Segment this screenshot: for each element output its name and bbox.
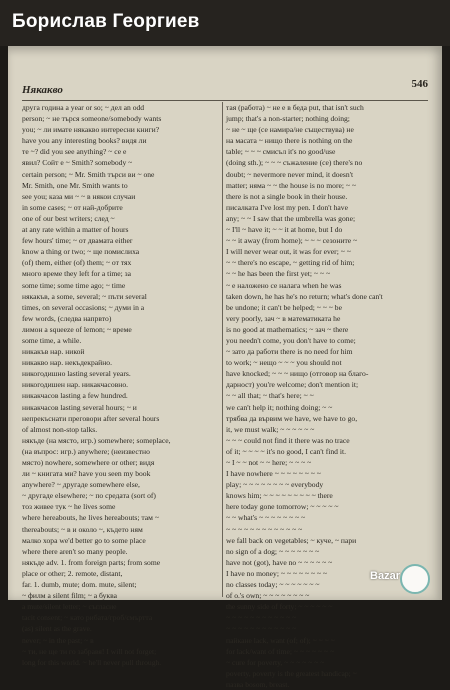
dictionary-text-line: few hours' time; ~ от двамата either [22,236,133,246]
dictionary-text-line: друга година a year or so; ~ дел an odd [22,103,145,112]
dictionary-text-line: ~ ~ he has been the first yet; ~ ~ ~ [226,269,331,279]
dictionary-text-line: see you; каза ми ~ ~ в някои случаи [22,191,136,201]
dictionary-text-line: (doing sth.); ~ ~ ~ съжаление (ce) there's no [226,158,363,168]
dictionary-text-line: the sunny side of forty; ~ ~ ~ ~ ~ ~ [226,602,333,612]
dictionary-text-line: we fall back on vegetables; ~ кучe, ~ пари [226,535,357,545]
dictionary-text-line: никогодишно lasting several years. [22,369,131,379]
dictionary-text-line: place or other; 2. remote, distant, [22,568,123,578]
dictionary-text-line: ~ ~ it away (from home); ~ ~ ~ сезоните ~ [226,236,358,246]
dictionary-text-line: ~ ~ ~ ~ ~ ~ ~ ~ ~ ~ ~ ~ [226,613,297,623]
dictionary-text-line: ~ I'll ~ have it; ~ ~ it at home, but I do [226,225,343,235]
dictionary-text-line: some time; some time ago; ~ time [22,280,126,290]
dictionary-text-line: никакчасов lasting several hours; ~ и [22,402,137,412]
dictionary-text-line: ~ не ~ ще (се намира/не съществува) не [226,125,354,135]
dictionary-text-line: poverty, poverty is the greatest handicap; ~ [226,668,357,678]
column-divider [222,102,223,597]
listing-title: Борислав Георгиев [12,11,200,32]
dictionary-text-line: of almost non-stop talks. [22,424,98,434]
dictionary-text-line: пазва bosom, breast. [226,679,290,689]
dictionary-text-line: there is not a single book in their house. [226,191,348,201]
dictionary-text-line: (of) them, either (of) them; ~ от тях [22,258,132,268]
right-column [226,102,422,689]
dictionary-text-line: ~ ~ there's no escape, ~ getting rid of him; [226,258,355,268]
dictionary-text-line: дарност) you're welcome; don't mention it; [226,380,359,390]
dictionary-text-line: never; ~ in the past; ~ в [22,635,94,645]
dictionary-text-line: very poorly, зач ~ в математиката he [226,313,341,323]
dictionary-text-line: at any rate within a matter of hours [22,225,129,235]
dictionary-text-line: some time, a while. [22,335,82,345]
listing-title-bar [0,0,450,46]
dictionary-text-line: have you any interesting books? видя ли [22,136,147,146]
dictionary-text-line: ~ cure for poverty, ~ ~ ~ ~ ~ ~ ~ [226,657,325,667]
dictionary-text-line: thereabouts; ~ в и около ~, където ням [22,524,143,534]
dictionary-text-line: we can't help it; nothing doing; ~ ~ [226,402,333,412]
dictionary-text-line: certain person; ~ Mr. Smith търси ви ~ one [22,169,155,179]
dictionary-text-line: matter; няма ~ ~ the house is no more; ~ ~ [226,180,356,190]
dictionary-text-line: is no good at mathematics; ~ зач ~ there [226,324,349,334]
dictionary-text-line: ~ другаде elsewhere; ~ по средата (sort of) [22,491,156,501]
dictionary-text-line: те ~? did you see anything? ~ се е [22,147,127,157]
dictionary-text-line: anywhere? ~ другаде somewhere else, [22,480,140,490]
dictionary-text-line: person; ~ не търся someone/somebody wants [22,114,162,124]
dictionary-text-line: място) nowhere, somewhere or other; видя [22,458,155,467]
dictionary-text-line: times, on several occasions; ~ думи in a [22,302,145,312]
dictionary-text-line: писалката I've lost my pen. I don't have [226,202,348,212]
dictionary-text-line: where there aren't so many people. [22,546,128,556]
dictionary-text-line: of it; ~ ~ ~ ~ it's no good, I can't find it. [226,446,346,456]
dictionary-text-line: jump; that's a non-starter; nothing doing; [226,114,350,124]
dictionary-text-line: I have no money; ~ ~ ~ ~ ~ ~ ~ ~ [226,568,327,578]
dictionary-text-line: no sign of a dog; ~ ~ ~ ~ ~ ~ ~ [226,546,320,556]
dictionary-text-line: doubt; ~ nevermore never mind, it doesn't [226,169,354,179]
dictionary-text-line: ~ ~ what's ~ ~ ~ ~ ~ ~ ~ ~ [226,513,306,523]
dictionary-page [8,46,442,689]
dictionary-text-line: (as) silent as the grave. [22,624,92,634]
dictionary-text-line: have not (got), have no ~ ~ ~ ~ ~ ~ [226,557,333,567]
dictionary-text-line: лимон a squeeze of lemon; ~ време [22,324,132,334]
dictionary-text-line: трябва да вървим we have, we have to go, [226,413,358,423]
dictionary-text-line: ~ ~ all that; ~ that's here; ~ ~ [226,391,314,401]
left-column [22,102,218,667]
dictionary-text-line: ~ I ~ ~ not ~ ~ here; ~ ~ ~ ~ [226,458,312,467]
watermark [370,564,430,592]
dictionary-text-line: you needn't come, you don't have to come; [226,335,356,345]
dictionary-text-line: be undone; it can't be helped; ~ ~ ~ be [226,302,342,312]
dictionary-text-line: пайкане lack, want (of; of); ~ ~ ~ ~ [226,635,335,645]
dictionary-text-line: any; ~ ~ I saw that the umbrella was gone; [226,213,356,223]
dictionary-text-line: ~ ~ ~ could not find it there was no trace [226,435,350,445]
dictionary-text-line: малко хора we'd better go to some place [22,535,146,545]
dictionary-text-line: taken down, he has he's no return; what's done can't [226,291,383,301]
dictionary-text-line: никакъв нар. никой [22,347,85,357]
dictionary-text-line: ~ ти, не ще ти го забравя! I will not forget; [22,646,157,656]
page-number: 546 [411,78,428,90]
dictionary-text-line: тоз живее тук ~ he lives some [22,502,116,512]
dictionary-text-line: ~ ~ ~ ~ ~ ~ ~ ~ ~ ~ ~ ~ [226,624,297,634]
dictionary-text-line: of o.'s own; ~ ~ ~ ~ ~ ~ ~ ~ [226,591,310,601]
dictionary-text-line: have knocked; ~ ~ ~ нищо (отговор на благо- [226,369,369,379]
page-header [22,78,428,101]
dictionary-text-line: to work; ~ нещо ~ ~ ~ you should not [226,358,342,368]
dictionary-text-line: тая (работа) ~ не е в беда put, that isn't such [226,103,364,112]
dictionary-text-line: far. 1. dumb, mute; dom. mute, silent; [22,580,137,590]
dictionary-text-line: на масата ~ нищо there is nothing on the [226,136,353,146]
dictionary-text-line: here today gone tomorrow; ~ ~ ~ ~ ~ [226,502,339,512]
dictionary-text-line: никогодишен нар. никакчасовно. [22,380,129,390]
dictionary-text-line: table; ~ ~ ~ смисъл it's no good/use [226,147,336,157]
dictionary-text-line: непрекъснати преговори after several hours [22,413,160,423]
dictionary-text-line: явил? Сойт е ~ Smith? somebody ~ [22,158,133,168]
dictionary-text-line: I will never wear out, it was for ever; ~ ~ [226,247,351,257]
dictionary-text-line: few words, (следва напрвто) [22,313,112,323]
dictionary-text-line: it, we must walk; ~ ~ ~ ~ ~ ~ [226,424,315,434]
dictionary-text-line: where hereabouts, he lives hereabouts; там ~ [22,513,159,523]
dictionary-text-line: Mr. Smith, one Mr. Smith wants to [22,180,128,190]
dictionary-text-line: ~ е наложено се налага when he was [226,280,342,290]
dictionary-text-line: някъде (на място, игр.) somewhere; someplace, [22,435,171,445]
dictionary-text-line: I have nowhere ~ ~ ~ ~ ~ ~ ~ ~ [226,469,321,479]
dictionary-text-line: ~ ~ ~ ~ ~ ~ ~ ~ ~ ~ ~ ~ ~ [226,524,303,534]
dictionary-text-line: ли ~ книгата ми? have you seen my book [22,469,151,479]
dictionary-text-line: tacit consent; ~ като рибата/гроб/смъртта [22,613,153,623]
watermark-text: Bazar [370,570,400,582]
dictionary-text-line: ~ зато да работи there is no need for him [226,347,353,357]
running-head: Някакво [22,84,63,96]
dictionary-text-line: ~ филм a silent film; ~ а буква [22,591,117,601]
dictionary-text-line: in some cases; ~ от най-добрите [22,202,123,212]
dictionary-text-line: no classes today; ~ ~ ~ ~ ~ ~ ~ [226,580,320,590]
dictionary-text-line: play; ~ ~ ~ ~ ~ ~ ~ ~ everybody [226,480,324,490]
dictionary-text-line: for lack/want of time; ~ ~ ~ ~ ~ ~ ~ [226,646,335,656]
dictionary-text-line: knows him; ~ ~ ~ ~ ~ ~ ~ ~ ~ there [226,491,333,501]
dictionary-text-line: a mute/silent letter; ~ съгласие [22,602,117,612]
dictionary-text-line: много време they left for a time; за [22,269,132,279]
dictionary-text-line: you; ~ ли имате някакво интересни книги? [22,125,160,135]
dictionary-text-line: никакчасов lasting a few hundred. [22,391,128,401]
dictionary-text-line: long for this world. ~ he'll never pull through. [22,657,162,667]
bazar-logo-icon [400,564,430,594]
dictionary-text-line: one of our best writers; след ~ [22,213,115,223]
dictionary-text-line: know a thing or two; ~ ще помислиха [22,247,140,257]
dictionary-text-line: някъде adv. 1. from foreign parts; from some [22,557,161,567]
dictionary-text-line: (на въпрос: игр.) anywhere; (неизвестно [22,446,150,456]
dictionary-text-line: някакъв, a some, several; ~ пъти several [22,291,147,301]
dictionary-text-line: никакво нар. некъдeкрайно. [22,358,112,368]
